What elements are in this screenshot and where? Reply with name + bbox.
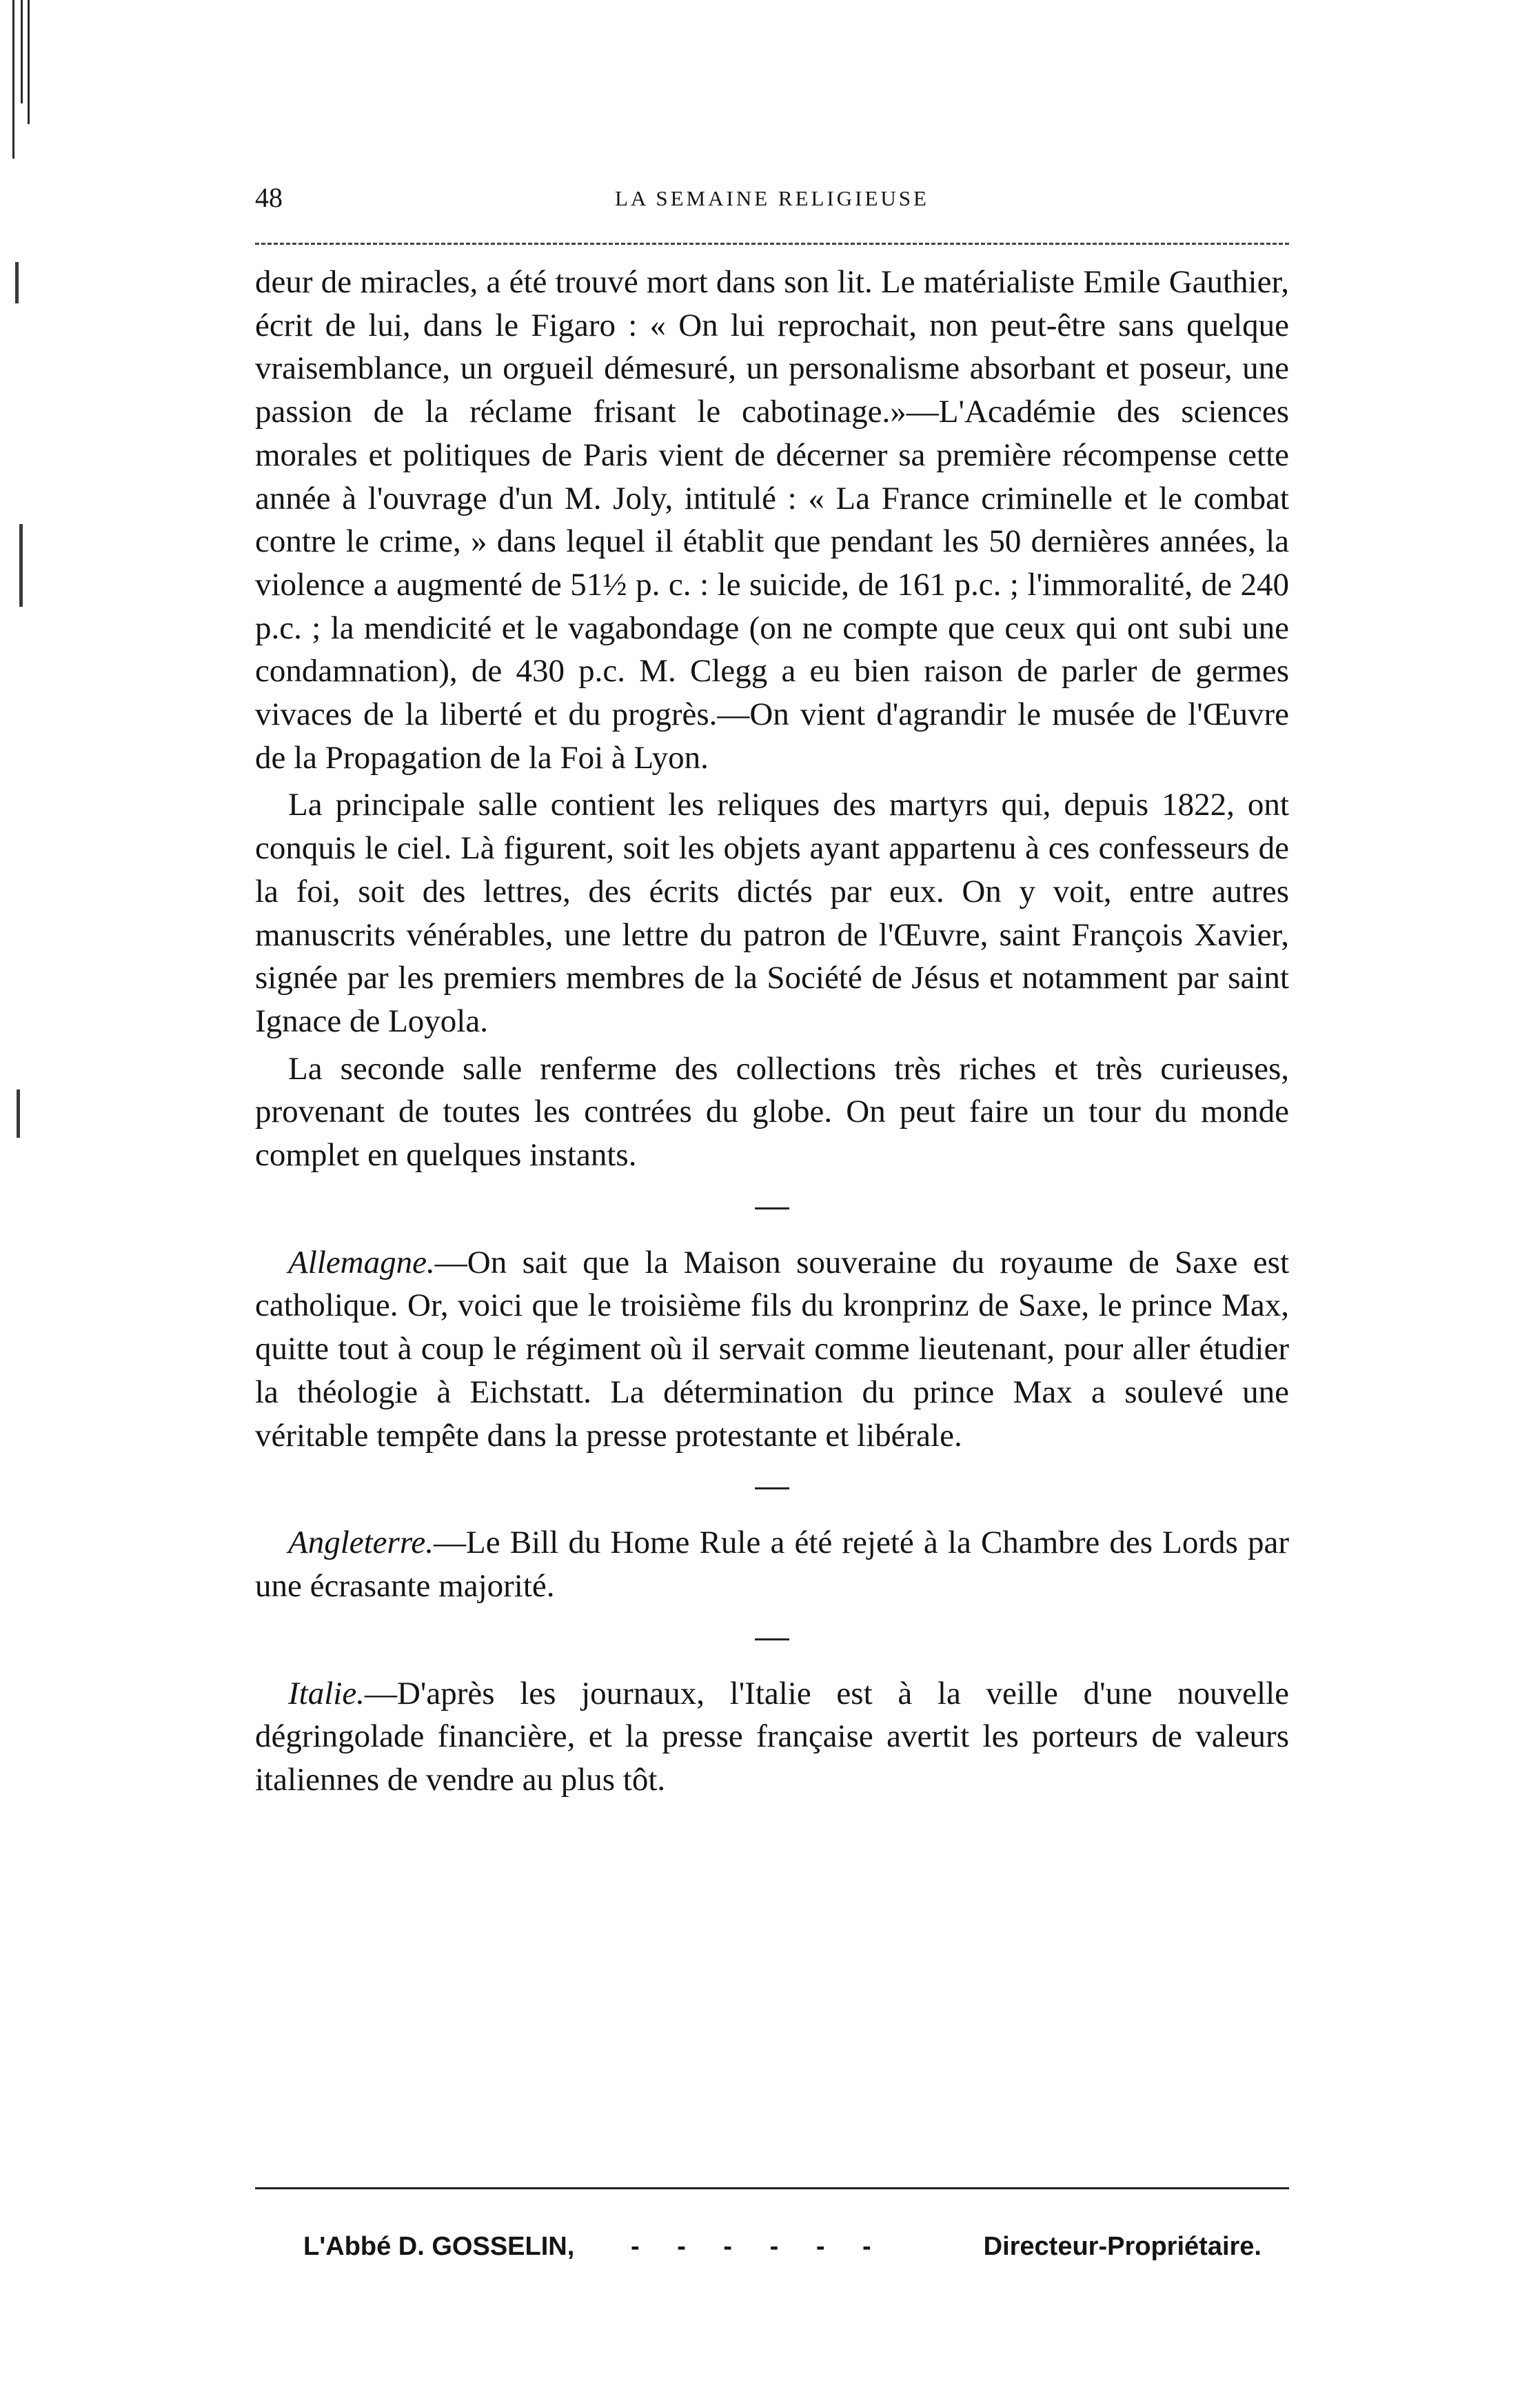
header-rule bbox=[255, 243, 1289, 245]
section-italy bbox=[255, 1672, 1289, 1802]
section-england bbox=[255, 1521, 1289, 1607]
section-separator bbox=[755, 1487, 789, 1489]
margin-speck bbox=[15, 262, 19, 303]
page-number: 48 bbox=[255, 182, 283, 213]
running-title: LA SEMAINE RELIGIEUSE bbox=[615, 186, 929, 210]
paragraph: La principale salle contient les reliques des martyrs qui, depuis 1822, ont conquis le ciel. Là figurent, soit les objets ayant appartenu à ces confesseurs de la foi, soit des lettres, des écrits dictés par eux. On y voit, entre autres manuscrits vénérables, une lettre du patron de l'Œuvre, saint François Xavier, signée par les premiers membres de la Société de Jésus et notamment par saint Ignace de Loyola. bbox=[255, 787, 1289, 1039]
footer-rule bbox=[255, 2187, 1289, 2189]
section-separator bbox=[755, 1207, 789, 1209]
paragraph: deur de miracles, a été trouvé mort dans son lit. Le matérialiste Emile Gauthier, écrit de lui, dans le Figaro : « On lui reprochait, non peut-être sans quelque vraisemblance, un orgueil démesuré, un personalisme absorbant et poseur, une passion de la réclame frisant le cabotinage.»—L'Académie des sciences morales et politiques de Paris vient de décerner sa première récompense cette année à l'ouvrage d'un M. Joly, intitulé : « La France criminelle et le combat contre le crime, » dans lequel il établit que pendant les 50 dernières années, la violence a augmenté de 51½ p. c. : le suicide, de 161 p.c. ; l'immoralité, de 240 p.c. ; la mendicité et le vagabondage (on ne compte que ceux qui ont subi une condamnation), de 430 p.c. M. Clegg a eu bien raison de parler de germes vivaces de la liberté et du progrès.—On vient d'agrandir le musée de l'Œuvre de la Propagation de la Foi à Lyon. bbox=[255, 264, 1289, 776]
footer-author: L'Abbé D. GOSSELIN, bbox=[303, 2232, 575, 2261]
paragraph: La seconde salle renferme des collections très riches et très curieuses, provenant de toutes les contrées du globe. On peut faire un tour du monde complet en quelques instants. bbox=[255, 1050, 1289, 1174]
section-separator bbox=[755, 1638, 789, 1640]
section-place: Allemagne. bbox=[288, 1244, 435, 1280]
binding-edge-line bbox=[28, 0, 30, 124]
margin-speck bbox=[17, 1089, 20, 1138]
margin-speck bbox=[19, 524, 23, 607]
section-text: —D'après les journaux, l'Italie est à la veille d'une nouvelle dégringolade financière, et la presse française avertit les porteurs de valeurs italiennes de vendre au plus tôt. bbox=[255, 1675, 1289, 1798]
page-header bbox=[255, 181, 1289, 215]
footer-role: Directeur-Propriétaire. bbox=[983, 2232, 1262, 2261]
section-text: —On sait que la Maison souveraine du royaume de Saxe est catholique. Or, voici que le troisième fils du kronprinz de Saxe, le prince Max, quitte tout à coup le régiment où il servait comme lieutenant, pour aller étudier la théologie à Eichstatt. La détermination du prince Max a soulevé une véritable tempête dans la presse protestante et libérale. bbox=[255, 1244, 1289, 1454]
footer-dashes: - - - - - - bbox=[631, 2232, 886, 2261]
binding-edge-line bbox=[12, 0, 14, 159]
binding-edge-line bbox=[21, 0, 23, 103]
section-place: Angleterre. bbox=[288, 1525, 434, 1561]
section-germany bbox=[255, 1241, 1289, 1458]
page-footer bbox=[255, 2226, 1289, 2267]
section-text: —Le Bill du Home Rule a été rejeté à la Chambre des Lords par une écrasante majorité. bbox=[255, 1525, 1289, 1604]
section-place: Italie. bbox=[288, 1675, 365, 1711]
article-body bbox=[255, 261, 1289, 1802]
